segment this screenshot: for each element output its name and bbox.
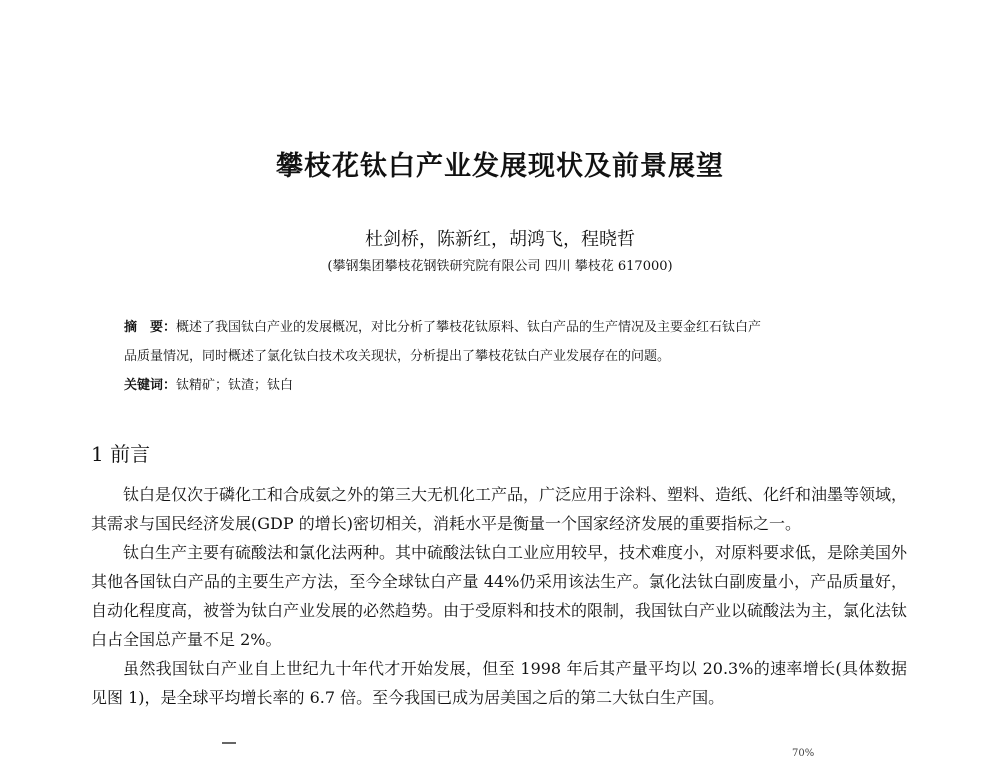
- keywords-text: 钛精矿；钛渣；钛白: [176, 378, 294, 393]
- paragraph-1: 钛白是仅次于磷化工和合成氨之外的第三大无机化工产品，广泛应用于涂料、塑料、造纸、化纤和油墨等领域，其需求与国民经济发展(GDP 的增长)密切相关，消耗水平是衡量一个国家经济发展的重要指标之一。: [91, 485, 908, 533]
- paragraph-2: 钛白生产主要有硫酸法和氯化法两种。其中硫酸法钛白工业应用较早，技术难度小，对原料要求低，是除美国外其他各国钛白产品的主要生产方法，至今全球钛白产量 44%仍采用该法生产。氯化法钛白副废量小，产品质量好，自动化程度高，被誉为钛白产业发展的必然趋势。由于受原料和技术的限制，我国钛白产业以硫酸法为主，氯化法钛白占全国总产量不足 2%。: [91, 543, 908, 649]
- keywords-label: 关键词：: [124, 378, 177, 393]
- section-heading: 1 前言: [91, 442, 151, 466]
- author-affiliation: (攀钢集团攀枝花钢铁研究院有限公司 四川 攀枝花 617000): [327, 259, 673, 274]
- paragraph-3: 虽然我国钛白产业自上世纪九十年代才开始发展，但至 1998 年后其产量平均以 20.3%的速率增长(具体数据见图 1)，是全球平均增长率的 6.7 倍。至今我国已成为居美国之后的第二大钛白生产国。: [91, 659, 907, 707]
- abstract-line-2: [124, 342, 884, 371]
- abstract-text-1: 概述了我国钛白产业的发展概况，对比分析了攀枝花钛原料、钛白产品的生产情况及主要金红石钛白产: [176, 320, 762, 335]
- author-list: 杜剑桥，陈新红，胡鸿飞，程晓哲: [365, 229, 635, 250]
- abstract-block: [124, 313, 884, 400]
- body-text: [91, 480, 907, 712]
- figure-fragment-label: 70%: [792, 748, 815, 759]
- figure-fragment-mark: [222, 742, 236, 744]
- paper-title: 攀枝花钛白产业发展现状及前景展望: [276, 151, 724, 182]
- abstract-text-2: 品质量情况，同时概述了氯化钛白技术攻关现状，分析提出了攀枝花钛白产业发展存在的问题。: [124, 349, 671, 364]
- keywords-line: [124, 371, 884, 400]
- abstract-label: 摘 要：: [124, 320, 177, 335]
- abstract-line-1: [124, 313, 884, 342]
